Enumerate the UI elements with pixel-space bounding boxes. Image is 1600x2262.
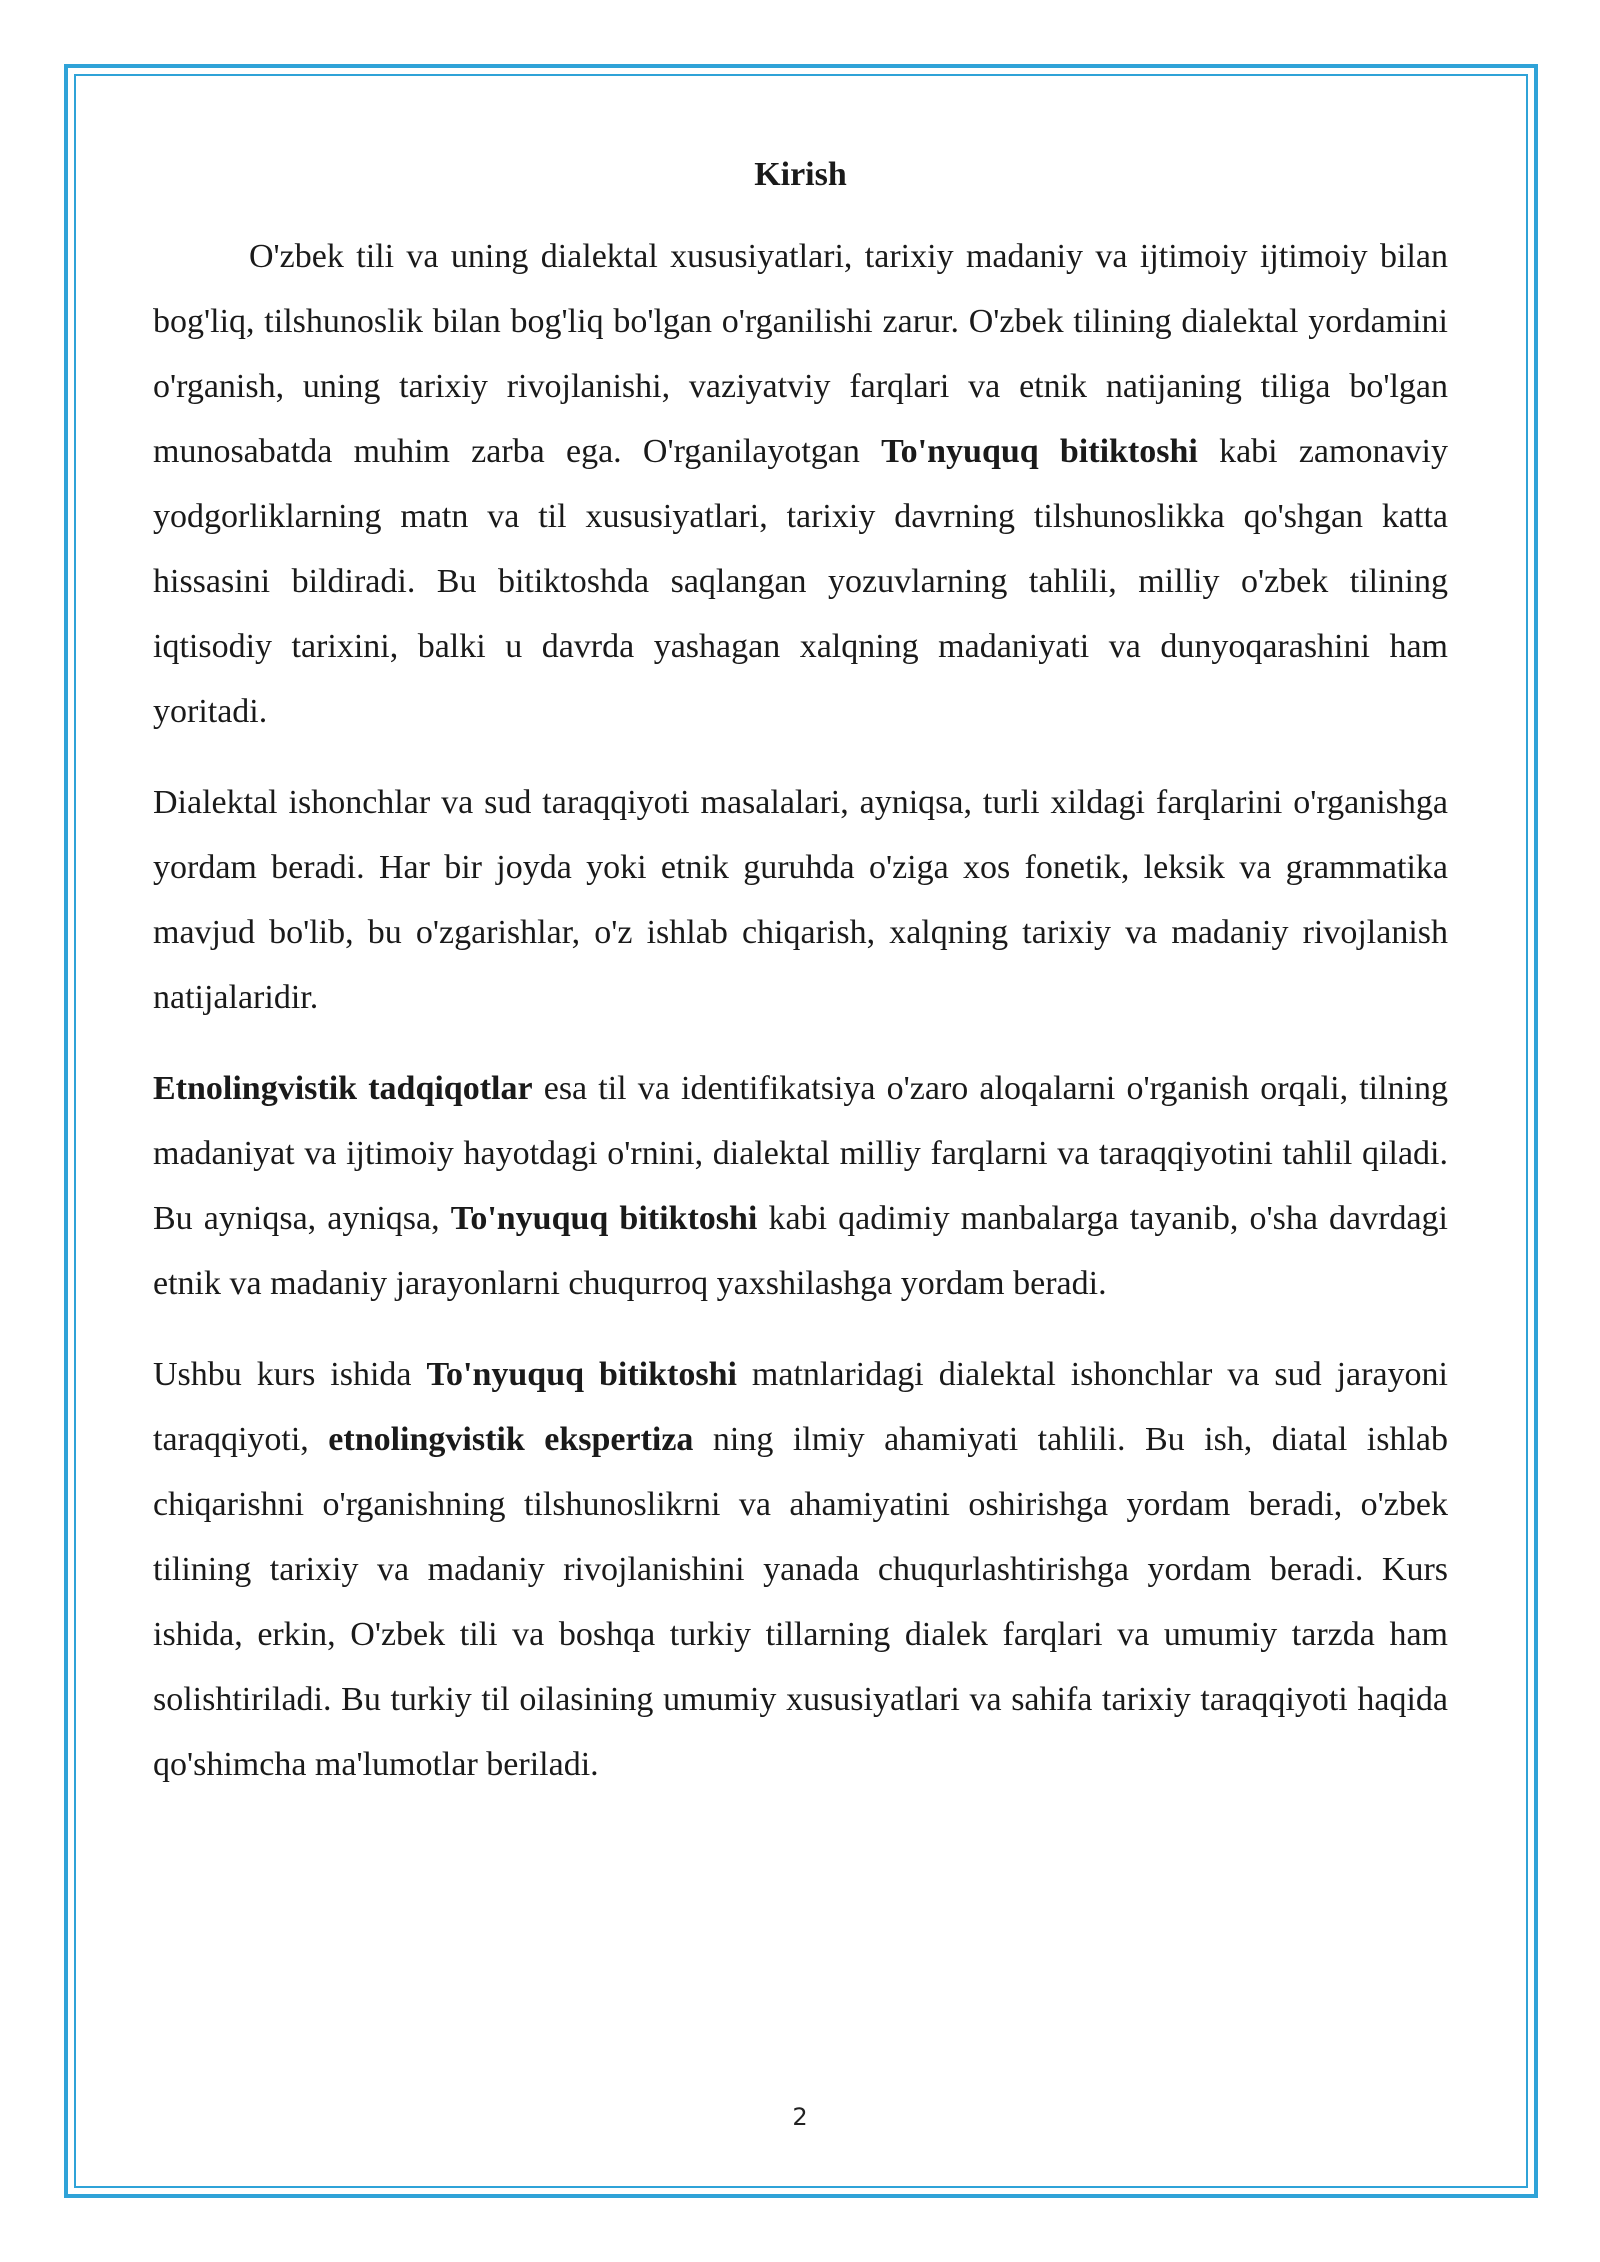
paragraph-4 (153, 1342, 1448, 1797)
paragraph-3 (153, 1056, 1448, 1316)
bold-term: To'nyuquq bitiktoshi (881, 433, 1198, 470)
text-segment: matnlaridagi dialektal ishonchlar va sud jarayoni taraqqiyoti, (153, 1356, 1448, 1458)
page-content (153, 150, 1448, 1823)
text-segment: Ushbu kurs ishida (153, 1356, 427, 1393)
bold-term: etnolingvistik ekspertiza (328, 1421, 694, 1458)
page-number: 2 (792, 2103, 808, 2131)
page-title: Kirish (754, 156, 847, 193)
bold-term: To'nyuquq bitiktoshi (450, 1200, 758, 1237)
text-segment: kabi zamonaviy yodgorliklarning matn va til xususiyatlari, tarixiy davrning tilshunoslikka qo'shgan katta hissasini bildiradi. Bu bitiktoshda saqlangan yozuvlarning tahlili, milliy o'zbek tilining iqtisodiy tarixini, balki u davrda yashagan xalqning madaniyati va dunyoqarashini ham yoritadi. (153, 433, 1448, 730)
paragraph-1 (153, 224, 1448, 744)
text-segment: esa til va identifikatsiya o'zaro aloqalarni o'rganish orqali, tilning madaniyat va ijtimoiy hayotdagi o'rnini, dialektal milliy farqlarni va taraqqiyotini tahlil qiladi. Bu ayniqsa, ayniqsa, (153, 1070, 1449, 1237)
text-segment: Dialektal ishonchlar va sud taraqqiyoti masalalari, ayniqsa, turli xildagi farqlarini o'rganishga yordam beradi. Har bir joyda yoki etnik guruhda o'ziga xos fonetik, leksik va grammatika mavjud bo'lib, bu o'zgarishlar, o'z ishlab chiqarish, xalqning tarixiy va madaniy rivojlanish natijalaridir. (153, 784, 1448, 1016)
text-segment: ning ilmiy ahamiyati tahlili. Bu ish, diatal ishlab chiqarishni o'rganishning tilshunoslikrni va ahamiyatini oshirishga yordam beradi, o'zbek tilining tarixiy va madaniy rivojlanishini yanada chuqurlashtirishga yordam beradi. Kurs ishida, erkin, O'zbek tili va boshqa turkiy tillarning dialek farqlari va umumiy tarzda ham solishtiriladi. Bu turkiy til oilasining umumiy xususiyatlari va sahifa tarixiy taraqqiyoti haqida qo'shimcha ma'lumotlar beriladi. (153, 1421, 1449, 1783)
text-segment: kabi qadimiy manbalarga tayanib, o'sha davrdagi etnik va madaniy jarayonlarni chuqurroq yaxshilashga yordam beradi. (153, 1200, 1449, 1302)
bold-term: Etnolingvistik tadqiqotlar (153, 1070, 533, 1107)
bold-term: To'nyuquq bitiktoshi (426, 1356, 737, 1393)
text-segment: O'zbek tili va uning dialektal xususiyatlari, tarixiy madaniy va ijtimoiy ijtimoiy bilan bog'liq, tilshunoslik bilan bog'liq bo'lgan o'rganilishi zarur. O'zbek tilining dialektal yordamini o'rganish, uning tarixiy rivojlanishi, vaziyatviy farqlari va etnik natijaning tiliga bo'lgan munosabatda muhim zarba ega. O'rganilayotgan (153, 238, 1448, 470)
paragraph-2 (153, 770, 1448, 1030)
